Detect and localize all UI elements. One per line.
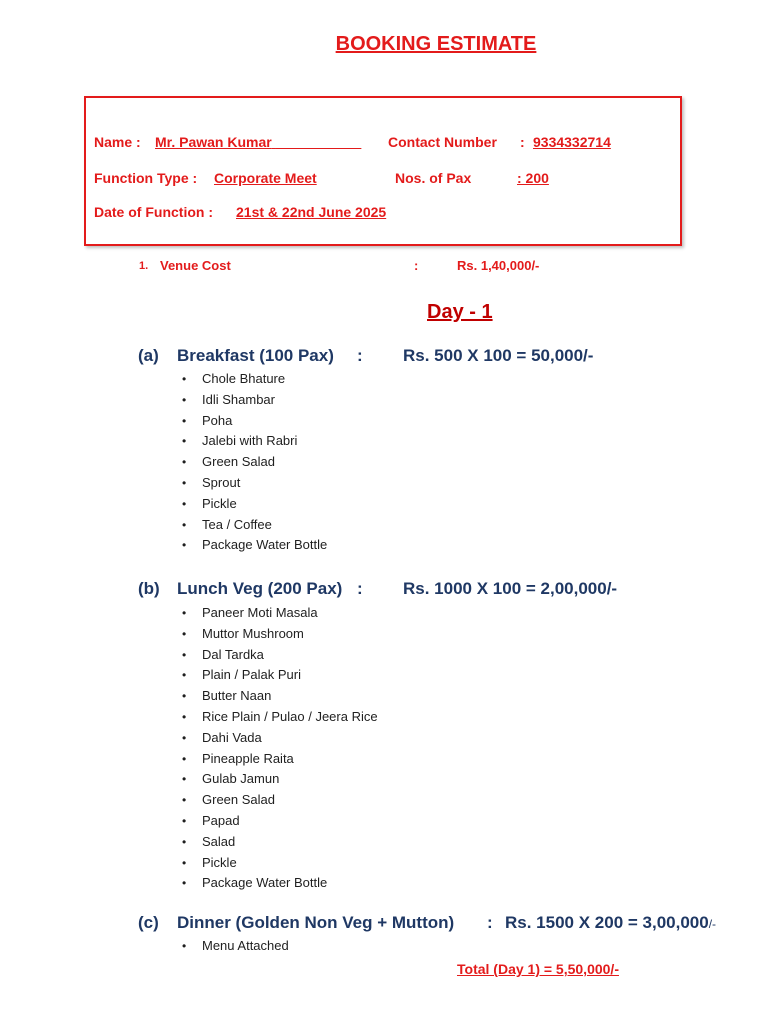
- section-a-menu-list: [182, 369, 327, 556]
- menu-item: • Pineapple Raita: [182, 749, 378, 770]
- section-b-cost: Rs. 1000 X 100 = 2,00,000/-: [403, 579, 618, 598]
- section-c-letter: (c): [138, 913, 159, 932]
- date-label: Date of Function :: [94, 204, 213, 220]
- section-a-separator: :: [357, 346, 363, 365]
- menu-item: • Butter Naan: [182, 686, 378, 707]
- menu-item: • Plain / Palak Puri: [182, 665, 378, 686]
- section-b-menu-list: [182, 603, 378, 894]
- document-title: BOOKING ESTIMATE: [335, 33, 537, 55]
- menu-item: • Pickle: [182, 494, 327, 515]
- section-c-label: Dinner (Golden Non Veg + Mutton): [177, 913, 455, 932]
- section-c-separator: :: [487, 913, 493, 932]
- menu-item: • Green Salad: [182, 790, 378, 811]
- menu-item: • Muttor Mushroom: [182, 624, 378, 645]
- contact-label: Contact Number: [388, 134, 497, 150]
- venue-separator: :: [414, 258, 419, 273]
- menu-item: • Sprout: [182, 473, 327, 494]
- section-b-label: Lunch Veg (200 Pax): [177, 579, 343, 598]
- menu-item: • Tea / Coffee: [182, 515, 327, 536]
- menu-item: • Package Water Bottle: [182, 535, 327, 556]
- section-a-letter: (a): [138, 346, 159, 365]
- section-a-cost: Rs. 500 X 100 = 50,000/-: [403, 346, 594, 365]
- section-c-menu-list: [182, 936, 289, 957]
- function-type-label: Function Type :: [94, 170, 198, 186]
- pax-label: Nos. of Pax: [395, 170, 472, 186]
- date-value: 21st & 22nd June 2025: [236, 204, 387, 220]
- menu-item: • Papad: [182, 811, 378, 832]
- section-b-letter: (b): [138, 579, 160, 598]
- menu-item: • Green Salad: [182, 452, 327, 473]
- contact-separator: :: [520, 134, 525, 150]
- menu-item: • Package Water Bottle: [182, 873, 378, 894]
- venue-label: Venue Cost: [160, 258, 231, 273]
- menu-item: • Salad: [182, 832, 378, 853]
- section-b-separator: :: [357, 579, 363, 598]
- section-a-label: Breakfast (100 Pax): [177, 346, 334, 365]
- menu-item: • Gulab Jamun: [182, 769, 378, 790]
- contact-value: 9334332714: [533, 134, 611, 150]
- menu-item: • Menu Attached: [182, 936, 289, 957]
- menu-item: • Jalebi with Rabri: [182, 431, 327, 452]
- menu-item: • Dal Tardka: [182, 645, 378, 666]
- menu-item: • Rice Plain / Pulao / Jeera Rice: [182, 707, 378, 728]
- day-total: Total (Day 1) = 5,50,000/-: [457, 961, 619, 977]
- function-type-value: Corporate Meet: [214, 170, 317, 186]
- pax-value: : 200: [517, 170, 549, 186]
- name-label: Name :: [94, 134, 141, 150]
- menu-item: • Chole Bhature: [182, 369, 327, 390]
- menu-item: • Dahi Vada: [182, 728, 378, 749]
- name-value: Mr. Pawan Kumar ___________: [155, 134, 362, 150]
- menu-item: • Paneer Moti Masala: [182, 603, 378, 624]
- venue-amount: Rs. 1,40,000/-: [457, 258, 540, 273]
- menu-item: • Pickle: [182, 853, 378, 874]
- day-heading: Day - 1: [427, 301, 493, 323]
- menu-item: • Idli Shambar: [182, 390, 327, 411]
- venue-number: 1.: [139, 260, 149, 272]
- section-c-cost: Rs. 1500 X 200 = 3,00,000/-: [505, 913, 717, 932]
- menu-item: • Poha: [182, 411, 327, 432]
